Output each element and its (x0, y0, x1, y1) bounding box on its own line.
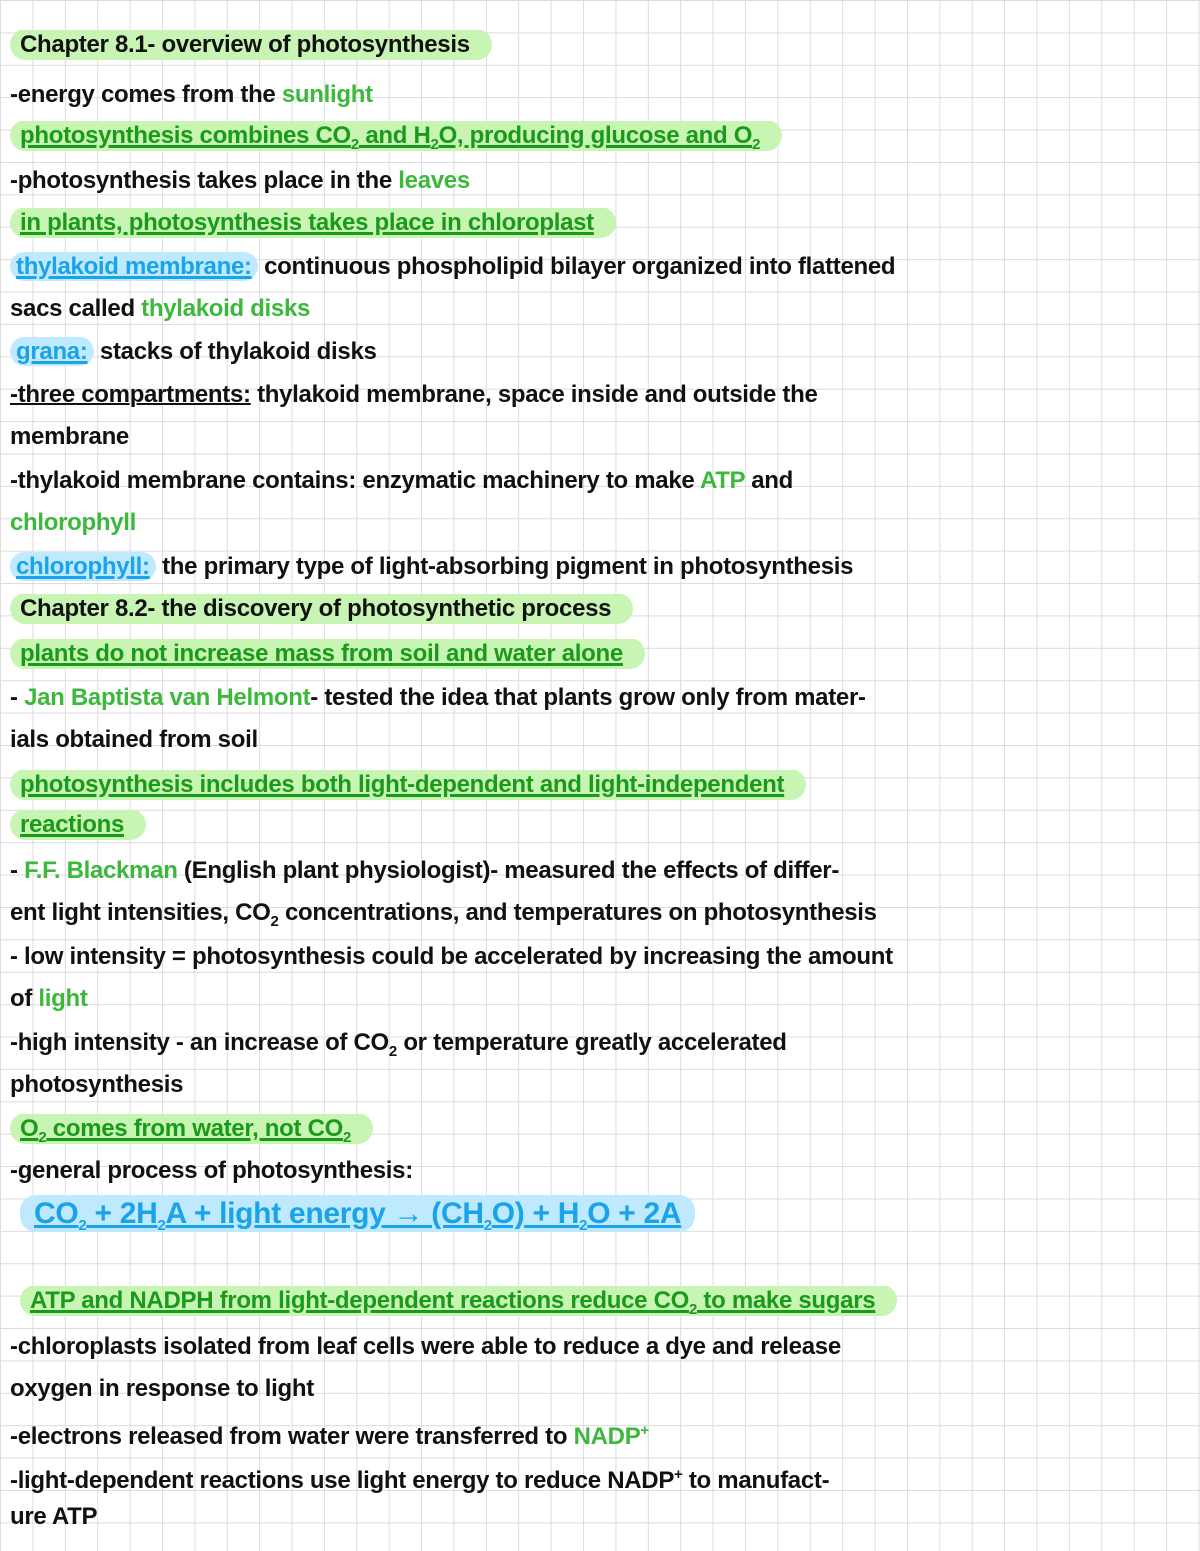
chapter-8-1-title: Chapter 8.1- overview of photosynthesis (10, 30, 492, 60)
sub-2: 2 (579, 1217, 588, 1234)
compartments-term: -three compartments: (10, 381, 251, 408)
thylakoid-line (10, 252, 1180, 282)
mass-line (10, 639, 1180, 669)
sub-2: 2 (689, 1300, 698, 1318)
contains-and: and (744, 467, 793, 494)
low-intensity-line (10, 942, 1180, 972)
light-term: light (38, 985, 88, 1012)
blackman-def-2a: ent light intensities, CO (10, 899, 271, 926)
helmont-def: - tested the idea that plants grow only from mater- (310, 684, 866, 711)
o2-part1: O (20, 1115, 39, 1142)
thylakoid-term: thylakoid membrane: (10, 252, 258, 281)
atp-term: ATP (699, 467, 745, 494)
mass-highlight: plants do not increase mass from soil and water alone (10, 639, 645, 669)
chlorophyll-term: chlorophyll (10, 509, 137, 536)
blackman-def-2b: concentrations, and temperatures on photosynthesis (278, 899, 877, 926)
compartments-line-2 (10, 422, 1180, 452)
general-process: -general process of photosynthesis: (10, 1157, 413, 1184)
leaves-term: leaves (398, 167, 470, 194)
sub-2: 2 (78, 1217, 87, 1234)
both-highlight-2: reactions (10, 810, 146, 840)
chapter-8-1-title-line (10, 30, 1180, 60)
light-dependent-def-b: to manufact- (682, 1467, 830, 1494)
eq-part-c: A + light energy → (CH (165, 1197, 484, 1230)
isolated-line-2 (10, 1374, 1180, 1404)
grana-line (10, 337, 1180, 367)
plus-sup: + (640, 1422, 649, 1439)
chloroplast-highlight: in plants, photosynthesis takes place in chloroplast (10, 208, 616, 238)
helmont-dash: - (10, 684, 25, 711)
both-highlight: photosynthesis includes both light-dependent and light-independent (10, 770, 806, 800)
chloroplast-line (10, 208, 1180, 238)
atp-nadph-line (20, 1286, 1190, 1325)
blackman-dash: - (10, 857, 25, 884)
sub-2: 2 (38, 1128, 47, 1146)
atp-nadph-part1: ATP and NADPH from light-dependent reactions reduce CO (30, 1287, 689, 1314)
eq-part-a: CO (34, 1197, 79, 1230)
contains-line (10, 466, 1180, 496)
combines-part3: O, producing glucose and O (438, 122, 753, 149)
low-intensity-def: - low intensity = photosynthesis could be accelerated by increasing the amount (10, 943, 893, 970)
high-intensity-def-b: or temperature greatly accelerated (396, 1029, 787, 1056)
equation-line (20, 1194, 1190, 1246)
combines-part2: and H (358, 122, 431, 149)
grana-term: grana: (10, 337, 94, 366)
chlorophyll-line (10, 552, 1180, 582)
leaves-line (10, 166, 1180, 196)
isolated-line (10, 1332, 1180, 1362)
light-dependent-def-2: ure ATP (10, 1503, 98, 1530)
thylakoid-disks-term: thylakoid disks (141, 295, 311, 322)
sunlight-term: sunlight (281, 81, 373, 108)
high-intensity-line (10, 1028, 1180, 1067)
electrons-line (10, 1416, 1180, 1452)
energy-line (10, 80, 1180, 110)
both-line-2 (10, 810, 1180, 840)
eq-part-b: + 2H (86, 1197, 158, 1230)
compartments-line (10, 380, 1180, 410)
helmont-def-2: ials obtained from soil (10, 726, 258, 753)
blackman-line-2 (10, 898, 1180, 937)
sub-2: 2 (430, 135, 439, 153)
o2-part2: comes from water, not CO (46, 1115, 343, 1142)
helmont-line-2 (10, 725, 1180, 755)
thylakoid-def: continuous phospholipid bilayer organized into flattened (257, 253, 896, 280)
blackman-line (10, 856, 1180, 886)
both-line (10, 770, 1180, 800)
light-dependent-line (10, 1460, 1180, 1496)
nadp-term (574, 1423, 649, 1450)
sub-2: 2 (270, 912, 279, 930)
chlorophyll-def: the primary type of light-absorbing pigment in photosynthesis (155, 553, 854, 580)
high-intensity-def-2: photosynthesis (10, 1071, 184, 1098)
sub-2: 2 (157, 1217, 166, 1234)
low-intensity-line-2 (10, 984, 1180, 1014)
thylakoid-def-2: sacs called (10, 295, 142, 322)
compartments-def-2: membrane (10, 423, 129, 450)
grana-def: stacks of thylakoid disks (93, 338, 377, 365)
chapter-8-2-title-line (10, 594, 1180, 624)
light-dependent-line-2 (10, 1502, 1180, 1532)
leaves-text: -photosynthesis takes place in the (10, 167, 399, 194)
light-dependent-def-a: -light-dependent reactions use light energy to reduce NADP (10, 1467, 675, 1494)
sub-2: 2 (343, 1128, 352, 1146)
energy-text: -energy comes from the (10, 81, 282, 108)
atp-nadph-highlight (20, 1286, 897, 1316)
general-process-line (10, 1156, 1180, 1186)
sub-2: 2 (483, 1217, 492, 1234)
sub-2: 2 (350, 135, 359, 153)
eq-part-d: O) + H (491, 1197, 580, 1230)
o2-highlight (10, 1114, 373, 1144)
nadp-text: NADP (573, 1423, 641, 1450)
isolated-def-2: oxygen in response to light (10, 1375, 314, 1402)
high-intensity-line-2 (10, 1070, 1180, 1100)
combines-part1: photosynthesis combines CO (20, 122, 351, 149)
contains-text: -thylakoid membrane contains: enzymatic machinery to make (10, 467, 700, 494)
contains-line-2 (10, 508, 1180, 538)
combines-highlight (10, 121, 782, 151)
electrons-def: -electrons released from water were transferred to (10, 1423, 574, 1450)
isolated-def: -chloroplasts isolated from leaf cells were able to reduce a dye and release (10, 1333, 841, 1360)
low-intensity-def-2: of (10, 985, 39, 1012)
helmont-line (10, 683, 1180, 713)
high-intensity-def-a: -high intensity - an increase of CO (10, 1029, 389, 1056)
chlorophyll-def-term: chlorophyll: (10, 552, 156, 581)
thylakoid-line-2 (10, 294, 1180, 324)
blackman-def: (English plant physiologist)- measured the effects of differ- (177, 857, 840, 884)
eq-part-e: O + 2A (587, 1197, 682, 1230)
helmont-name: Jan Baptista van Helmont (24, 684, 311, 711)
combines-line (10, 121, 1180, 160)
o2-line (10, 1114, 1180, 1153)
chapter-8-2-title: Chapter 8.2- the discovery of photosynthetic process (10, 594, 633, 624)
plus-sup: + (674, 1466, 683, 1483)
sub-2: 2 (752, 135, 761, 153)
sub-2: 2 (388, 1042, 397, 1060)
blackman-name: F.F. Blackman (24, 857, 178, 884)
atp-nadph-part2: to make sugars (697, 1287, 876, 1314)
equation-highlight (20, 1195, 695, 1232)
compartments-def: thylakoid membrane, space inside and outside the (250, 381, 818, 408)
